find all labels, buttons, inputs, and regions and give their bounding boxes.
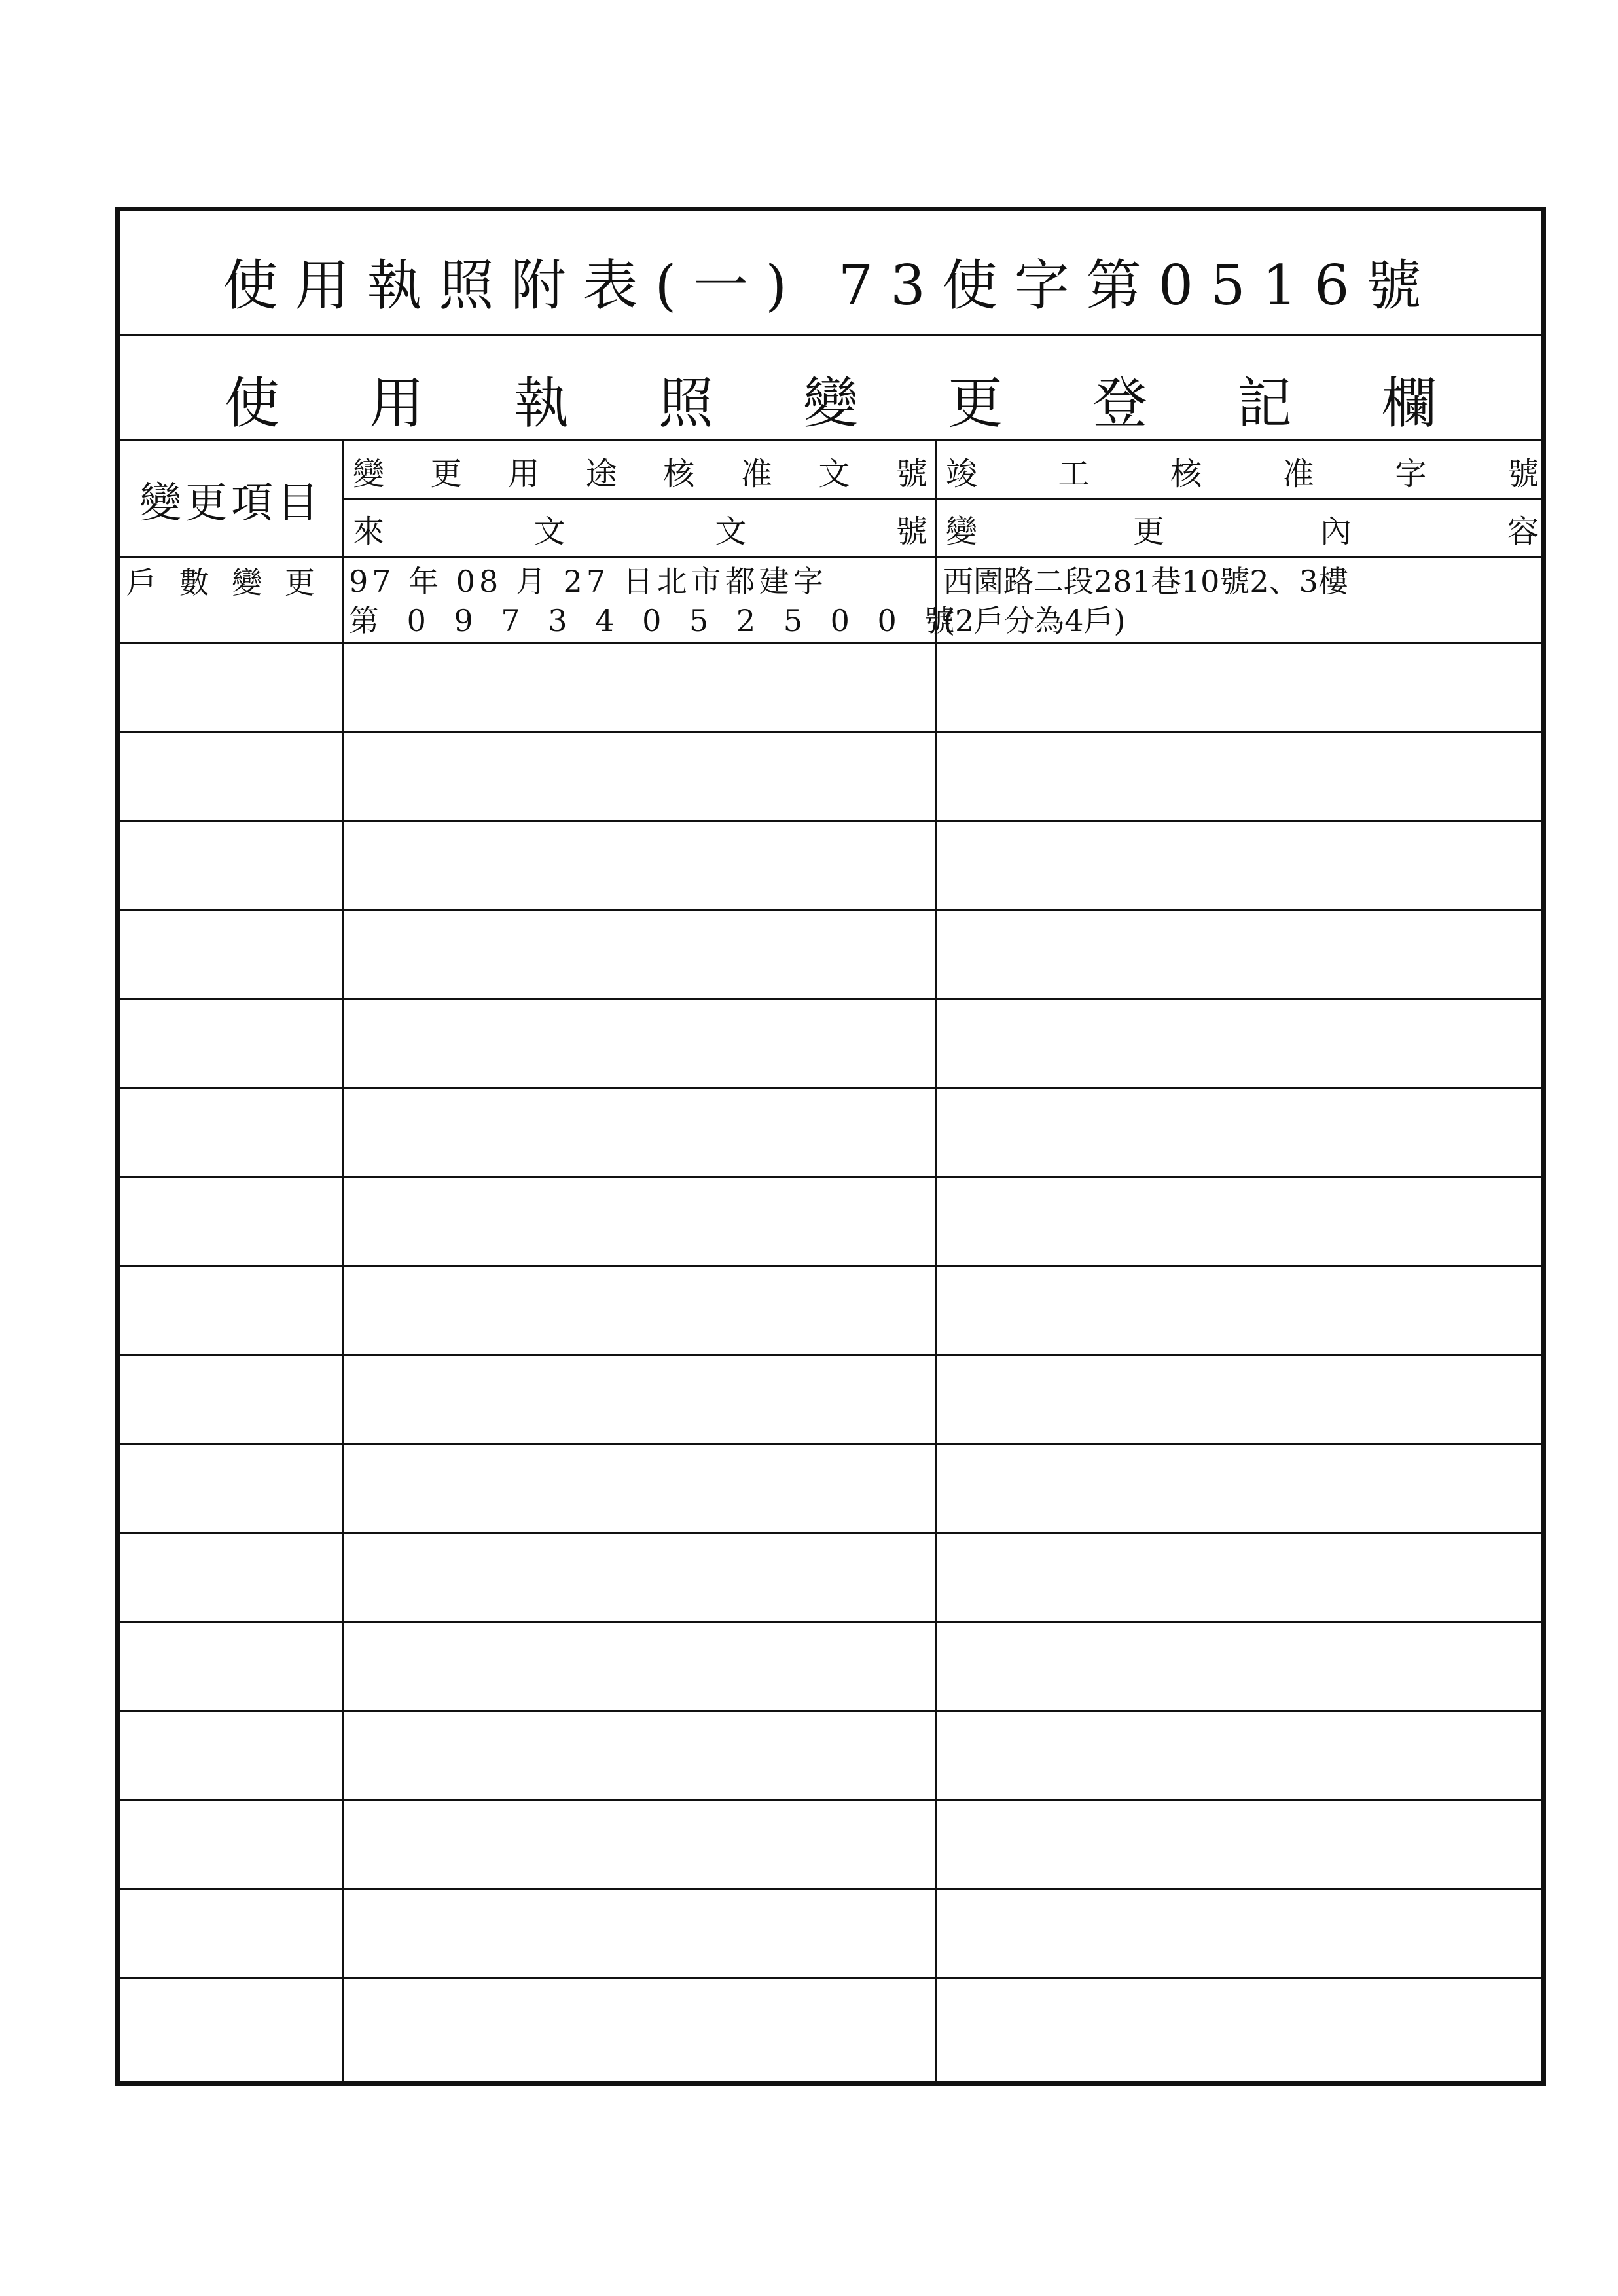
divider	[342, 644, 344, 731]
divider	[342, 1801, 344, 1888]
header-char: 內	[1320, 513, 1352, 550]
divider	[935, 1089, 937, 1176]
divider	[342, 911, 344, 998]
divider	[935, 1534, 937, 1621]
divider	[342, 1534, 344, 1621]
header-char: 號	[895, 513, 927, 550]
divider	[935, 911, 937, 998]
subtitle-char: 登	[1092, 371, 1147, 435]
header-char: 更	[430, 455, 462, 492]
divider	[342, 1356, 344, 1443]
subtitle-char: 照	[658, 371, 713, 435]
divider	[935, 644, 937, 731]
table-row	[120, 644, 1541, 733]
completion-number-header	[946, 445, 1539, 497]
subtitle-char: 記	[1236, 371, 1292, 435]
table-row	[120, 1712, 1541, 1801]
header-char: 文	[715, 513, 747, 550]
divider	[342, 822, 344, 909]
table-row	[120, 1623, 1541, 1712]
header-char: 號	[895, 455, 927, 492]
divider	[935, 1623, 937, 1710]
change-content-header	[946, 502, 1539, 555]
header-char: 用	[508, 455, 540, 492]
subtitle-char: 變	[802, 371, 858, 435]
table-row	[120, 1801, 1541, 1890]
divider	[935, 1356, 937, 1443]
change-item-cell: 戶 數 變 更	[126, 565, 321, 600]
change-detail-cell: (2戶分為4戶)	[943, 603, 1126, 638]
divider	[935, 822, 937, 909]
divider	[342, 1890, 344, 1977]
table-row	[120, 558, 1541, 644]
divider	[935, 1979, 937, 2081]
divider	[935, 1445, 937, 1532]
header-char: 更	[1132, 513, 1164, 550]
divider	[342, 1267, 344, 1354]
header-char: 准	[740, 455, 772, 492]
header-char: 文	[818, 455, 850, 492]
divider	[342, 1000, 344, 1087]
subtitle-char: 欄	[1381, 371, 1437, 435]
table-row	[120, 911, 1541, 1000]
divider	[342, 733, 344, 820]
form-subtitle	[120, 359, 1541, 439]
header-char: 核	[663, 455, 695, 492]
reference-number-header	[353, 502, 927, 555]
header-char: 號	[1507, 455, 1539, 492]
divider	[342, 1623, 344, 1710]
divider	[935, 1890, 937, 1977]
subtitle-char: 更	[947, 371, 1003, 435]
table-row	[120, 1356, 1541, 1445]
table-row	[120, 733, 1541, 822]
table-row	[120, 1890, 1541, 1979]
header-char: 容	[1507, 513, 1539, 550]
header-char: 文	[533, 513, 566, 550]
approval-date-cell: 97 年 08 月 27 日北市都建字	[349, 564, 827, 599]
divider	[935, 1801, 937, 1888]
divider	[342, 1445, 344, 1532]
subtitle-char: 用	[369, 371, 424, 435]
divider	[342, 1178, 344, 1265]
form-title-row	[120, 211, 1541, 336]
header-char: 變	[353, 455, 385, 492]
table-row	[120, 1534, 1541, 1623]
divider	[935, 733, 937, 820]
table-header	[120, 441, 1541, 558]
table-row	[120, 1979, 1541, 2081]
header-char: 變	[946, 513, 978, 550]
header-char: 來	[353, 513, 385, 550]
header-char: 核	[1170, 455, 1202, 492]
header-char: 竣	[946, 455, 978, 492]
divider	[935, 1712, 937, 1799]
table-row	[120, 1089, 1541, 1178]
divider	[342, 498, 1541, 500]
table-row	[120, 1267, 1541, 1356]
divider	[342, 558, 344, 642]
usage-permit-form	[115, 207, 1546, 2086]
subtitle-char: 執	[513, 371, 569, 435]
table-row	[120, 1445, 1541, 1534]
divider	[935, 1267, 937, 1354]
approval-number-cell: 第 0 9 7 3 4 0 5 2 5 0 0 號	[349, 603, 964, 638]
divider	[342, 1089, 344, 1176]
subtitle-char: 使	[225, 371, 280, 435]
table-row	[120, 822, 1541, 911]
divider	[342, 1712, 344, 1799]
header-char: 准	[1282, 455, 1314, 492]
divider	[342, 1979, 344, 2081]
table-row	[120, 1000, 1541, 1089]
header-char: 字	[1395, 455, 1427, 492]
header-char: 工	[1058, 455, 1090, 492]
header-char: 途	[585, 455, 617, 492]
table-row	[120, 1178, 1541, 1267]
form-subtitle-row	[120, 336, 1541, 441]
form-title: 使用執照附表(一) 73使字第0516號	[223, 253, 1439, 318]
change-item-header: 變更項目	[139, 479, 323, 528]
divider	[935, 1000, 937, 1087]
divider	[935, 1178, 937, 1265]
change-address-cell: 西園路二段281巷10號2、3樓	[943, 564, 1348, 599]
approval-number-header	[353, 445, 927, 497]
